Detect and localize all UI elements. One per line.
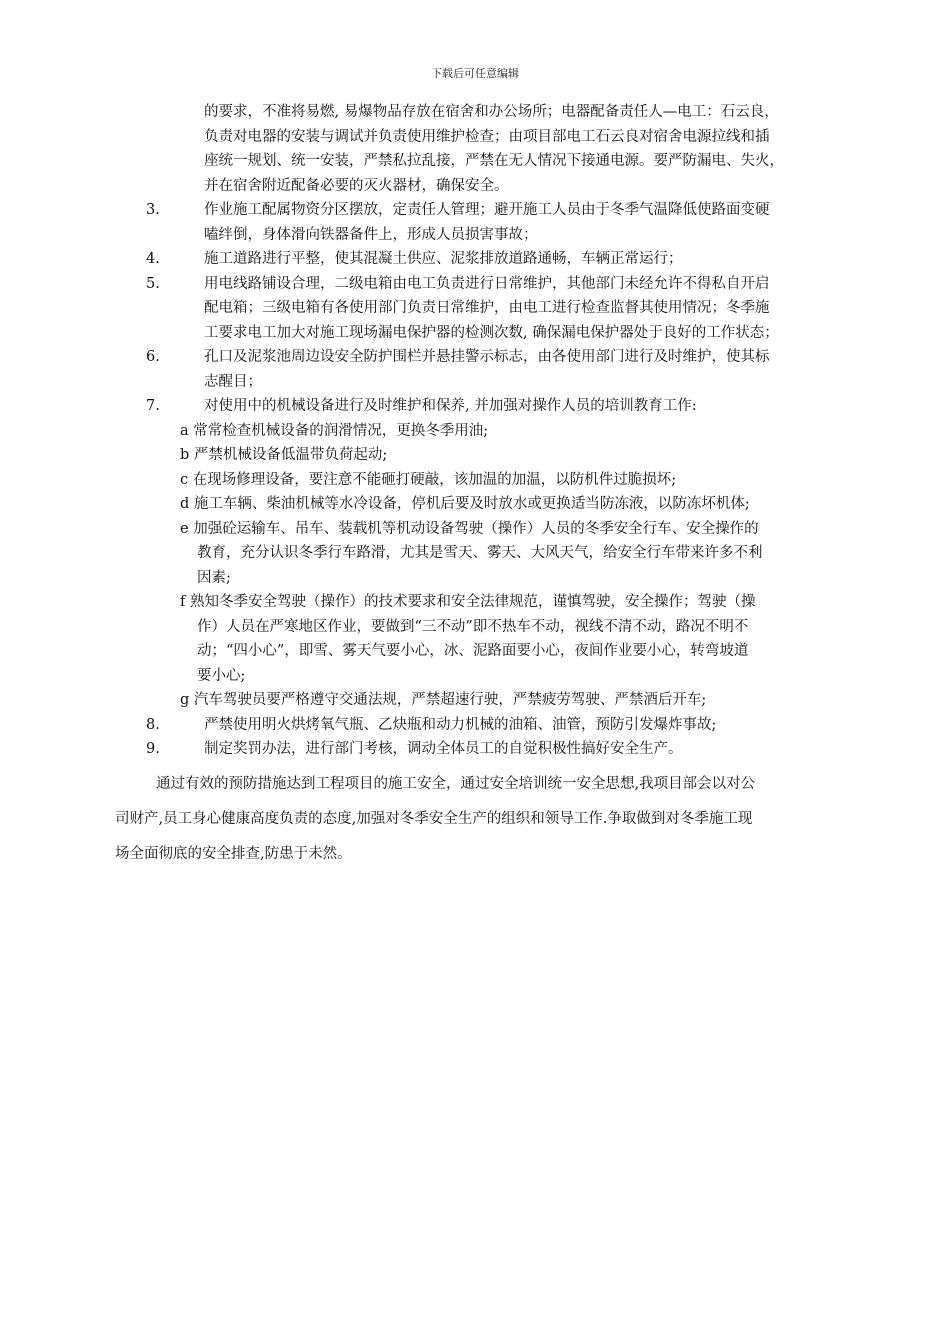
list-number: 6. bbox=[146, 349, 160, 365]
list-item-4 bbox=[0, 247, 950, 272]
sub-item-d bbox=[0, 492, 950, 517]
list-text-cont: 配电箱；三级电箱有各使用部门负责日常维护，由电工进行检查监督其使用情况；冬季施 bbox=[204, 300, 770, 316]
list-number: 9. bbox=[146, 741, 160, 757]
lead-line: 负责对电器的安装与调试并负责使用维护检查；由项目部电工石云良对宿舍电源拉线和插 bbox=[204, 128, 770, 145]
closing-paragraph-line: 通过有效的预防措施达到工程项目的施工安全，通过安全培训统一安全思想,我项目部会以对公 bbox=[156, 775, 756, 792]
list-text-cont: 志醒目； bbox=[204, 373, 262, 390]
list-text: 对使用中的机械设备进行及时维护和保养, 并加强对操作人员的培训教育工作: bbox=[204, 398, 697, 414]
sub-item-text-cont: 教育，充分认识冬季行车路滑，尤其是雪天、雾天、大风天气，给安全行车带来许多不利 bbox=[197, 545, 763, 561]
list-item-5 bbox=[0, 272, 950, 297]
closing-paragraph-line: 司财产,员工身心健康高度负责的态度,加强对冬季安全生产的组织和领导工作.争取做到对冬季施工现 bbox=[115, 810, 753, 827]
list-text-cont: 嗑绊倒，身体滑向铁器备件上，形成人员损害事故； bbox=[204, 226, 538, 243]
list-text: 严禁使用明火烘烤氧气瓶、乙炔瓶和动力机械的油箱、油管，预防引发爆炸事故; bbox=[204, 716, 717, 733]
list-number: 4. bbox=[146, 251, 160, 267]
list-text: 施工道路进行平整，使其混凝土供应、泥浆排放道路通畅，车辆正常运行； bbox=[204, 251, 683, 267]
sub-item-text: a 常常检查机械设备的润滑情况，更换冬季用油; bbox=[180, 422, 489, 439]
sub-item-a bbox=[0, 419, 950, 444]
sub-item-text-cont: 因素; bbox=[197, 569, 231, 586]
list-number: 5. bbox=[146, 275, 160, 292]
closing-paragraph-line: 场全面彻底的安全排查,防患于未然。 bbox=[115, 845, 352, 862]
sub-item-f bbox=[0, 590, 950, 615]
sub-item-text: g 汽车驾驶员要严格遵守交通法规，严禁超速行驶，严禁疲劳驾驶、严禁酒后开车; bbox=[180, 692, 707, 708]
sub-item-b bbox=[0, 443, 950, 468]
list-item-7 bbox=[0, 394, 950, 419]
list-text: 作业施工配属物资分区摆放，定责任人管理；避开施工人员由于冬季气温降低使路面变硬 bbox=[204, 202, 770, 218]
list-item-6 bbox=[0, 345, 950, 370]
list-item-3 bbox=[0, 198, 950, 223]
list-text-cont: 工要求电工加大对施工现场漏电保护器的检测次数, 确保漏电保护器处于良好的工作状态； bbox=[204, 324, 779, 341]
lead-line: 座统一规划、统一安装，严禁私拉乱接，严禁在无人情况下接通电源。要严防漏电、失火， bbox=[204, 153, 784, 169]
sub-item-text: c 在现场修理设备，要注意不能砸打硬敲，该加温的加温，以防机件过脆损坏; bbox=[180, 471, 677, 488]
sub-item-c bbox=[0, 468, 950, 493]
list-number: 3. bbox=[146, 202, 160, 218]
lead-line: 的要求，不准将易燃, 易爆物品存放在宿舍和办公场所；电器配备责任人—电工：石云良， bbox=[204, 104, 779, 120]
sub-item-text: b 严禁机械设备低温带负荷起动; bbox=[180, 447, 388, 463]
list-item-9 bbox=[0, 737, 950, 762]
sub-item-text: d 施工车辆、柴油机械等水冷设备，停机后要及时放水或更换适当防冻液，以防冻坏机体; bbox=[180, 496, 750, 512]
sub-item-g bbox=[0, 688, 950, 713]
list-number: 8. bbox=[146, 716, 160, 733]
list-text: 制定奖罚办法，进行部门考核，调动全体员工的自觉积极性搞好安全生产。 bbox=[204, 741, 683, 757]
list-number: 7. bbox=[146, 398, 160, 414]
sub-item-text: f 熟知冬季安全驾驶（操作）的技术要求和安全法律规范，谨慎驾驶，安全操作；驾驶（操 bbox=[180, 594, 756, 610]
list-item-8 bbox=[0, 713, 950, 738]
sub-item-text: e 加强砼运输车、吊车、装载机等机动设备驾驶（操作）人员的冬季安全行车、安全操作的 bbox=[180, 520, 759, 537]
document-body bbox=[0, 100, 950, 872]
list-text: 用电线路铺设合理，二级电箱由电工负责进行日常维护，其他部门未经允许不得私自开启 bbox=[204, 275, 770, 292]
sub-item-text-cont: 要小心; bbox=[197, 667, 246, 684]
list-text: 孔口及泥浆池周边设安全防护围栏并悬挂警示标志，由各使用部门进行及时维护，使其标 bbox=[204, 349, 770, 365]
sub-item-text-cont: 动；“四小心”，即雪、雾天气要小心，冰、泥路面要小心，夜间作业要小心，转弯坡道 bbox=[197, 643, 749, 659]
lead-line: 并在宿舍附近配备必要的灭火器材，确保安全。 bbox=[204, 177, 509, 194]
sub-item-e bbox=[0, 517, 950, 542]
sub-item-text-cont: 作）人员在严寒地区作业，要做到“三不动”即不热车不动，视线不清不动，路况不明不 bbox=[197, 618, 749, 635]
page-header: 下载后可任意编辑 bbox=[431, 67, 519, 80]
